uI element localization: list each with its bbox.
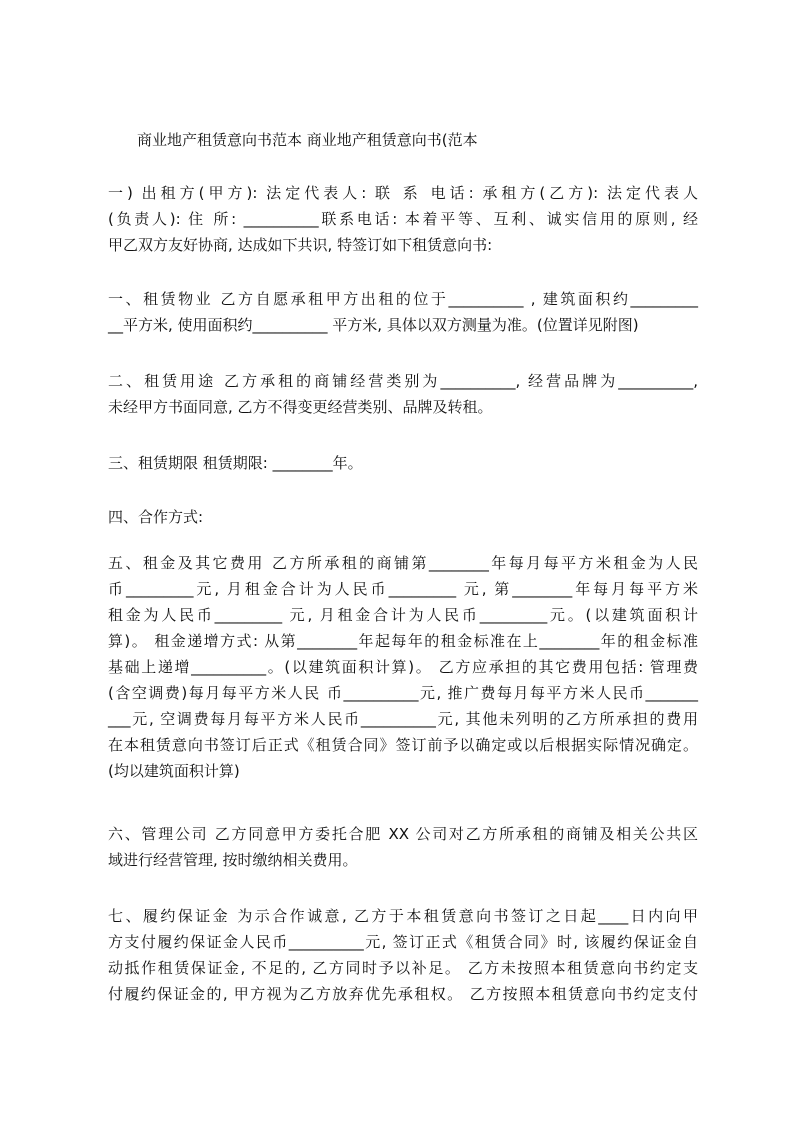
text-line: 算)。 租金递增方式: 从第________年起每年的租金标准在上________年的租金标准 xyxy=(108,632,698,650)
paragraph-section-7 xyxy=(108,903,698,1007)
text-line: 三、租赁期限 租赁期限: ________年。 xyxy=(108,454,363,472)
paragraph-section-4 xyxy=(108,504,698,530)
text-line: 六、管理公司 乙方同意甲方委托合肥 XX 公司对乙方所承租的商铺及相关公共区 xyxy=(108,825,698,843)
text-line: 一、租赁物业 乙方自愿承租甲方出租的位于__________ , 建筑面积约_________ xyxy=(108,290,698,308)
text-line: 币_________元, 月租金合计为人民币_________ 元, 第________年每月每平方米 xyxy=(108,580,698,598)
paragraph-section-5 xyxy=(108,550,698,784)
text-line: 租金为人民币_________ 元, 月租金合计为人民币_________元。(以建筑面积计 xyxy=(108,606,698,624)
text-line: 七、履约保证金 为示合作诚意, 乙方于本租赁意向书签订之日起____日内向甲 xyxy=(108,907,698,925)
text-line: 方支付履约保证金人民币__________元, 签订正式《租赁合同》时, 该履约保证金自 xyxy=(108,933,698,951)
text-line: (负责人): 住 所: __________联系电话: 本着平等、互利、诚实信用的原则, 经 xyxy=(108,210,698,228)
text-line: (均以建筑面积计算) xyxy=(108,762,240,780)
text-line: ___元, 空调费每月每平方米人民币__________元, 其他未列明的乙方所承担的费用 xyxy=(108,710,698,728)
paragraph-section-2 xyxy=(108,368,698,420)
text-line: 甲乙双方友好协商, 达成如下共识, 特签订如下租赁意向书: xyxy=(108,236,493,254)
text-line: __平方米, 使用面积约__________ 平方米, 具体以双方测量为准。(位置详见附图) xyxy=(108,316,639,334)
text-line: 动抵作租赁保证金, 不足的, 乙方同时予以补足。 乙方未按照本租赁意向书约定支 xyxy=(108,959,698,977)
text-line: (含空调费)每月每平方米人民 币__________元, 推广费每月每平方米人民币_______ xyxy=(108,684,698,702)
document-title: 商业地产租赁意向书范本 商业地产租赁意向书(范本 xyxy=(137,131,478,149)
text-line: 域进行经营管理, 按时缴纳相关费用。 xyxy=(108,851,358,869)
text-line: 五、租金及其它费用 乙方所承租的商铺第________年每月每平方米租金为人民 xyxy=(108,554,698,572)
paragraph-parties xyxy=(108,180,698,258)
text-line: 未经甲方书面同意, 乙方不得变更经营类别、品牌及转租。 xyxy=(108,398,493,416)
paragraph-section-1 xyxy=(108,286,698,338)
text-line: 二、租赁用途 乙方承租的商铺经营类别为__________, 经营品牌为__________, xyxy=(108,372,698,390)
text-line: 在本租赁意向书签订后正式《租赁合同》签订前予以确定或以后根据实际情况确定。 xyxy=(108,736,698,754)
text-line: 付履约保证金的, 甲方视为乙方放弃优先承租权。 乙方按照本租赁意向书约定支付 xyxy=(108,985,698,1003)
text-line: 基础上递增__________。(以建筑面积计算)。 乙方应承担的其它费用包括: 管理费 xyxy=(108,658,698,676)
paragraph-section-6 xyxy=(108,821,698,873)
text-line: 一) 出租方(甲方): 法定代表人: 联 系 电话: 承租方(乙方): 法定代表人 xyxy=(108,184,698,202)
text-line: 四、合作方式: xyxy=(108,508,204,526)
paragraph-section-3 xyxy=(108,450,698,476)
